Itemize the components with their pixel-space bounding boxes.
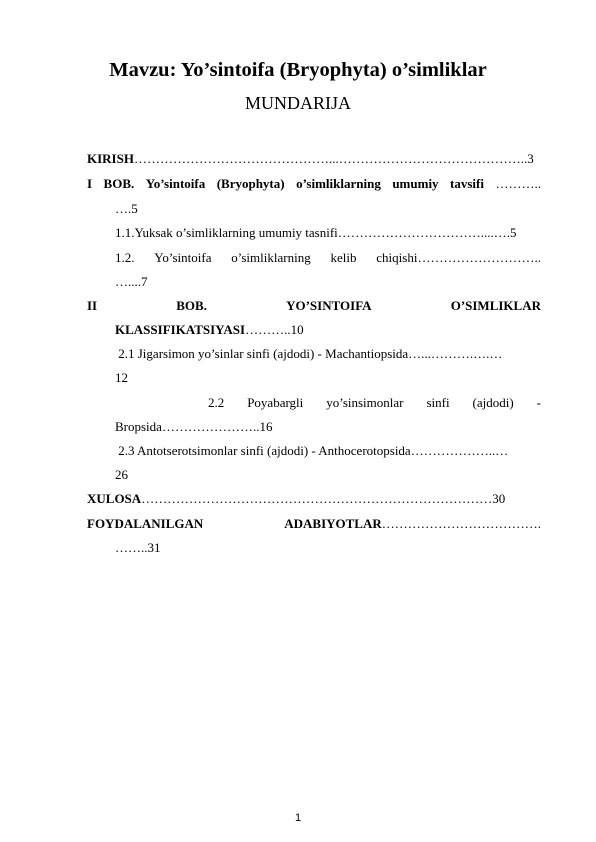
toc-word: Poyabargli	[247, 395, 304, 410]
toc-entry-label: KLASSIFIKATSIYASI	[115, 322, 246, 337]
toc-entry-kirish	[87, 151, 541, 167]
toc-word: ADABIYOTLAR	[284, 516, 382, 531]
toc-word: II	[87, 298, 98, 313]
toc-word: sinfi	[426, 395, 450, 410]
toc-entry-xulosa	[87, 491, 541, 507]
toc-word: BOB.	[103, 176, 135, 191]
toc-word: o’simliklarning	[231, 250, 311, 265]
toc-entry-leader: ……………………………….	[381, 516, 541, 531]
toc-word: 1.2.	[115, 250, 135, 265]
toc-word: chiqishi………………………..	[376, 250, 541, 265]
toc-entry-leader: ………..	[495, 176, 541, 191]
toc-entry-references	[87, 516, 541, 532]
toc-entry-1-2	[115, 250, 541, 266]
toc-word: kelib	[330, 250, 357, 265]
toc-entry-1-1: 1.1.Yuksak o’simliklarning umumiy tasnifi……………………………....….5	[115, 225, 517, 240]
toc-entry-2-2	[208, 395, 541, 411]
toc-entry-leader: ………………………………………………………………………30	[141, 491, 506, 506]
toc-word: o’simliklarning	[296, 176, 381, 191]
toc-entry-label: XULOSA	[87, 491, 142, 506]
toc-word: Yo’sintoifa	[154, 250, 212, 265]
toc-word: O’SIMLIKLAR	[450, 298, 541, 313]
toc-entry-2-3-page: 26	[115, 467, 128, 482]
toc-entry-chapter-1-page: ….5	[115, 201, 138, 216]
toc-entry-1-2-page: …....7	[115, 274, 148, 289]
toc-entry-2-2-page: Bropsida…………………..16	[115, 419, 273, 434]
document-title: Mavzu: Yo’sintoifa (Bryophyta) o’simliklar	[109, 59, 487, 81]
toc-word: -	[536, 395, 541, 410]
page-number: 1	[294, 812, 302, 824]
toc-word: (Bryophyta)	[216, 176, 285, 191]
toc-entry-label: KIRISH	[87, 151, 134, 166]
toc-entry-leader: ………..10	[245, 322, 304, 337]
toc-entry-references-page: ……..31	[115, 540, 161, 555]
toc-entry-leader: ………………………………………...……………………………………..3	[133, 151, 534, 166]
toc-heading: MUNDARIJA	[244, 93, 351, 113]
toc-word: umumiy	[392, 176, 439, 191]
toc-word: FOYDALANILGAN	[87, 516, 204, 531]
toc-entry-chapter-2-page	[115, 322, 541, 338]
toc-entry-chapter-1	[87, 176, 541, 192]
toc-word: yo’sinsimonlar	[326, 395, 404, 410]
toc-entry-chapter-2	[87, 298, 541, 314]
toc-word: tavsifi	[450, 176, 484, 191]
toc-entry-2-1-page: 12	[115, 370, 128, 385]
toc-word: 2.2	[208, 395, 225, 410]
toc-word: I	[87, 176, 93, 191]
toc-word: BOB.	[176, 298, 207, 313]
toc-word: Yo’sintoifa	[145, 176, 206, 191]
toc-entry-2-1: 2.1 Jigarsimon yo’sinlar sinfi (ajdodi) - Machantiopsida…...……….….…	[115, 346, 503, 361]
toc-entry-2-3: 2.3 Antotserotsimonlar sinfi (ajdodi) - Anthocerotopsida………………..…	[115, 443, 509, 458]
toc-word: YO’SINTOIFA	[286, 298, 372, 313]
toc-word: (ajdodi)	[472, 395, 514, 410]
